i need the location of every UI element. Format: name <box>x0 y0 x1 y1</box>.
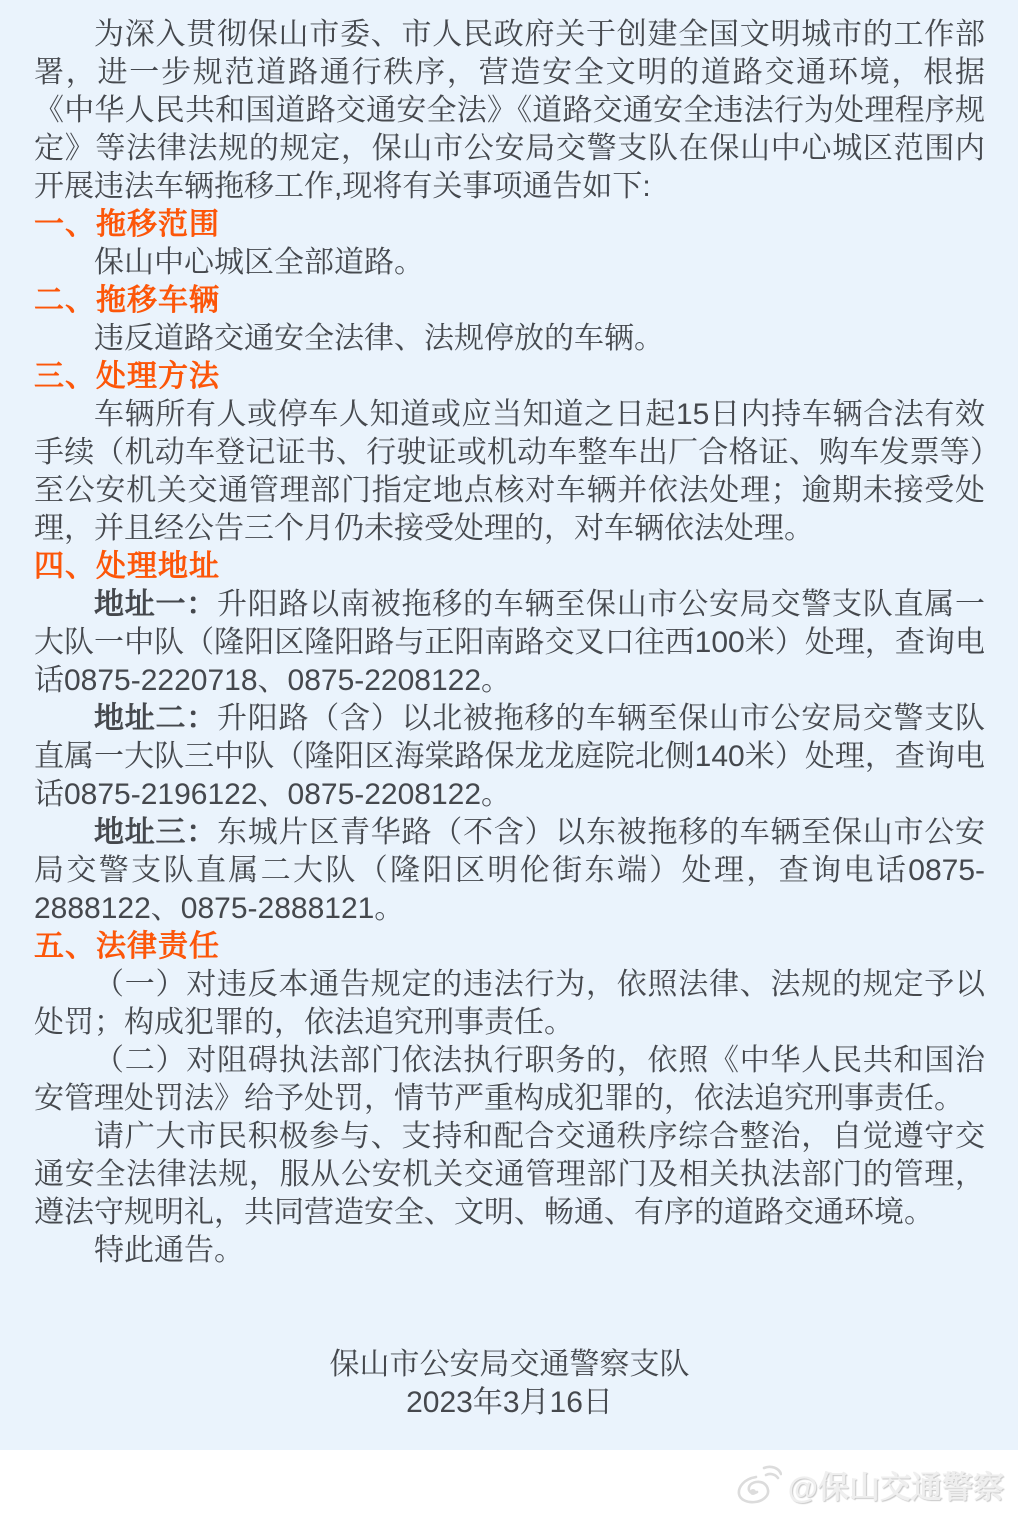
section-heading-towing-scope: 一、拖移范围 <box>34 208 220 241</box>
address-2-paragraph <box>34 700 985 814</box>
public-appeal-paragraph: 请广大市民积极参与、支持和配合交通秩序综合整治，自觉遵守交通安全法律法规，服从公安机关交通管理部门及相关执法部门的管理，遵法守规明礼，共同营造安全、文明、畅通、有序的道路交通环境。 <box>34 1120 985 1229</box>
signature-date: 2023年3月16日 <box>406 1386 613 1419</box>
signature-block <box>34 1346 985 1422</box>
section-heading-handling-address: 四、处理地址 <box>34 550 220 583</box>
weibo-watermark <box>736 1462 1004 1507</box>
weibo-icon <box>736 1465 782 1505</box>
address-3-text: 东城片区青华路（不含）以东被拖移的车辆至保山市公安局交警支队直属二大队（隆阳区明伦街东端）处理，查询电话0875-2888122、0875-2888121。 <box>34 816 985 925</box>
address-2-text: 升阳路（含）以北被拖移的车辆至保山市公安局交警支队直属一大队三中队（隆阳区海棠路保龙龙庭院北侧140米）处理，查询电话0875-2196122、0875-2208122。 <box>34 702 985 811</box>
signature-org: 保山市公安局交通警察支队 <box>329 1348 690 1381</box>
address-1-text: 升阳路以南被拖移的车辆至保山市公安局交警支队直属一大队一中队（隆阳区隆阳路与正阳南路交叉口往西100米）处理，查询电话0875-2220718、0875-2208122。 <box>34 588 985 697</box>
intro-paragraph: 为深入贯彻保山市委、市人民政府关于创建全国文明城市的工作部署，进一步规范道路通行秩序，营造安全文明的道路交通环境，根据《中华人民共和国道路交通安全法》《道路交通安全违法行为处理程序规定》等法律法规的规定，保山市公安局交警支队在保山中心城区范围内开展违法车辆拖移工作,现将有关事项通告如下: <box>34 18 985 203</box>
section-heading-towed-vehicles: 二、拖移车辆 <box>34 284 220 317</box>
address-1-label: 地址一： <box>94 588 217 621</box>
towed-vehicles-text: 违反道路交通安全法律、法规停放的车辆。 <box>94 322 664 355</box>
section-heading-legal-liability: 五、法律责任 <box>34 930 220 963</box>
legal-liability-item-1: （一）对违反本通告规定的违法行为，依照法律、法规的规定予以处罚；构成犯罪的，依法追究刑事责任。 <box>34 968 985 1039</box>
address-1-paragraph <box>34 586 985 700</box>
handling-method-text: 车辆所有人或停车人知道或应当知道之日起15日内持车辆合法有效手续（机动车登记证书、行驶证或机动车整车出厂合格证、购车发票等）至公安机关交通管理部门指定地点核对车辆并依法处理；逾期未接受处理，并且经公告三个月仍未接受处理的，对车辆依法处理。 <box>34 398 985 545</box>
watermark-handle: @保山交通警察 <box>787 1470 1004 1505</box>
hereby-announced-line: 特此通告。 <box>94 1234 244 1267</box>
address-3-paragraph <box>34 814 985 928</box>
section-heading-handling-method: 三、处理方法 <box>34 360 220 393</box>
address-2-label: 地址二： <box>94 702 217 735</box>
address-3-label: 地址三： <box>94 816 217 849</box>
towing-scope-text: 保山中心城区全部道路。 <box>94 246 424 279</box>
legal-liability-item-2: （二）对阻碍执法部门依法执行职务的，依照《中华人民共和国治安管理处罚法》给予处罚，情节严重构成犯罪的，依法追究刑事责任。 <box>34 1044 985 1115</box>
